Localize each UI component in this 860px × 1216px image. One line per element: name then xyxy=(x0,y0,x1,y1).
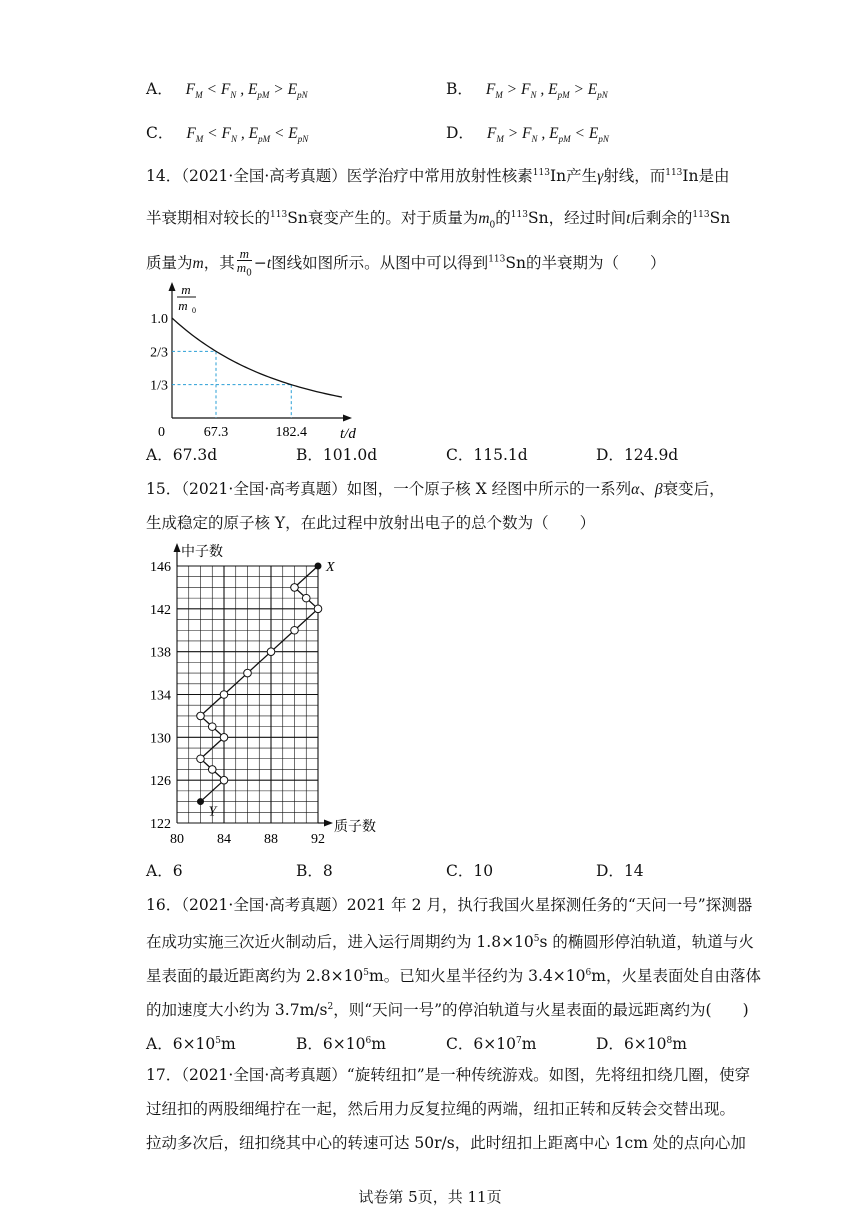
y-tick-label: 130 xyxy=(150,731,171,747)
y-axis-label-den-sub: 0 xyxy=(192,306,196,315)
q16-line-3: 星表面的最近距离约为 $2.8\times 10^5m$。已知火星半径约为 $3.4\times 10^6m$，火星表面处自由落体 xyxy=(146,967,761,986)
nucleus-point xyxy=(220,691,228,699)
label-y: Y xyxy=(208,804,217,820)
nucleus-point xyxy=(314,605,322,613)
q14-option-b[interactable]: B．101.0d xyxy=(296,446,378,464)
q16-option-a[interactable]: A．$6\times 10^5m$ xyxy=(146,1035,236,1054)
x-axis-label: t/d xyxy=(340,426,356,442)
y-tick-label: 138 xyxy=(150,645,171,661)
nucleus-point xyxy=(244,669,252,677)
y-axis-label-den: m xyxy=(178,298,188,313)
x-tick-label: 92 xyxy=(311,832,325,847)
x-tick-label: 88 xyxy=(264,832,278,847)
y-tick-label: 2/3 xyxy=(150,345,168,361)
q15-line-2: 生成稳定的原子核 Y，在此过程中放射出电子的总个数为（ ） xyxy=(146,514,596,532)
nucleus-point xyxy=(208,766,216,774)
q14-option-d[interactable]: D．124.9d xyxy=(596,446,679,464)
q13-option-c-text: $F_M < F_N$ , $E_{pM} < E_{pN}$ xyxy=(186,125,309,145)
q15-option-d[interactable]: D．14 xyxy=(596,862,644,880)
q16-option-b[interactable]: B．$6\times 10^6m$ xyxy=(296,1035,386,1054)
decay-chart xyxy=(140,280,356,442)
q14-option-a[interactable]: A．67.3d xyxy=(146,446,218,464)
y-tick-label: 1/3 xyxy=(150,378,168,394)
page-footer: 试卷第 5页，共 11页 xyxy=(358,1188,502,1206)
x-axis-arrow xyxy=(324,820,333,827)
y-tick-label: 142 xyxy=(150,602,171,618)
decay-curve xyxy=(172,318,342,397)
nucleus-point xyxy=(302,594,310,602)
q13-option-d-text: $F_M > F_N$ , $E_{pM} < E_{pN}$ xyxy=(486,125,609,145)
y-tick-label: 134 xyxy=(150,688,171,704)
endpoint-dot xyxy=(315,563,321,569)
x-tick-label: 84 xyxy=(217,832,231,847)
y-tick-label: 146 xyxy=(150,560,171,575)
q13-option-b-text: $F_M > F_N$ , $E_{pM} > E_{pN}$ xyxy=(485,81,608,101)
x-tick-label: 182.4 xyxy=(275,425,308,440)
q16-option-d[interactable]: D．$6\times 10^8m$ xyxy=(596,1035,687,1054)
q17-line-2: 过纽扣的两股细绳拧在一起，然后用力反复拉绳的两端，纽扣正转和反转会交替出现。 xyxy=(146,1100,736,1118)
q14-line-3: 质量为m，其 $\frac{m}{m_0}$ −t图线如图所示。从图中可以得到$^{113}$Sn的半衰期为（ ） xyxy=(146,246,666,279)
q15-option-c[interactable]: C．10 xyxy=(446,862,494,880)
origin-label: 0 xyxy=(158,425,165,440)
q16-line-4: 的加速度大小约为 $3.7m/s^2$，则“天问一号”的停泊轨道与火星表面的最远距离约为( ) xyxy=(146,1001,749,1020)
y-tick-label: 122 xyxy=(150,817,171,832)
q14-fraction: $\frac{m}{m_0}$ xyxy=(236,246,252,279)
q14-line-2: 半衰期相对较长的$^{113}$Sn衰变产生的。对于质量为$m_0$的$^{113}$Sn，经过时间t后剩余的$^{113}$Sn xyxy=(146,209,731,231)
x-axis-label: 质子数 xyxy=(334,820,376,835)
nucleus-point xyxy=(267,648,275,656)
q14-line-1: 14．（2021·全国·高考真题）医学治疗中常用放射性核素$^{113}$In产生γ射线，而$^{113}$In是由 xyxy=(146,167,730,186)
nucleus-point xyxy=(197,755,205,763)
nucleus-point xyxy=(197,712,205,720)
q15-option-a[interactable]: A．6 xyxy=(146,862,183,880)
q17-line-1: 17．（2021·全国·高考真题）“旋转纽扣”是一种传统游戏。如图，先将纽扣绕几圈，使穿 xyxy=(146,1066,751,1084)
nucleus-point xyxy=(208,723,216,731)
endpoint-dot xyxy=(198,799,204,805)
q13-option-c[interactable]: C． $F_M < F_N$ , $E_{pM} < E_{pN}$ xyxy=(146,124,309,145)
q13-option-a[interactable]: A． $F_M < F_N$ , $E_{pM} > E_{pN}$ xyxy=(146,80,308,101)
nucleus-point xyxy=(220,734,228,742)
x-tick-label: 67.3 xyxy=(203,425,229,440)
q14-option-c[interactable]: C．115.1d xyxy=(446,446,528,464)
y-axis-label: 中子数 xyxy=(181,545,223,560)
q16-option-c[interactable]: C．$6\times 10^7m$ xyxy=(446,1035,537,1054)
nucleus-point xyxy=(291,584,299,592)
q15-option-b[interactable]: B．8 xyxy=(296,862,333,880)
nucleus-point xyxy=(220,776,228,784)
x-axis-arrow xyxy=(343,415,352,422)
y-axis-arrow xyxy=(169,282,176,291)
q13-option-a-text: $F_M < F_N$ , $E_{pM} > E_{pN}$ xyxy=(185,81,308,101)
q13-option-b[interactable]: B． $F_M > F_N$ , $E_{pM} > E_{pN}$ xyxy=(446,80,608,101)
y-tick-label: 1.0 xyxy=(150,312,168,327)
nucleus-point xyxy=(291,626,299,634)
q16-line-1: 16．（2021·全国·高考真题）2021 年 2 月，执行我国火星探测任务的“天问一号”探测器 xyxy=(146,896,753,914)
label-x: X xyxy=(326,560,335,575)
y-tick-label: 126 xyxy=(150,774,171,790)
q15-line-1: 15．（2021·全国·高考真题）如图，一个原子核 X 经图中所示的一系列α、β衰变后， xyxy=(146,480,725,498)
q17-line-3: 拉动多次后，纽扣绕其中心的转速可达 50r/s，此时纽扣上距离中心 1cm 处的点向心加 xyxy=(146,1134,746,1152)
q13-option-d[interactable]: D． $F_M > F_N$ , $E_{pM} < E_{pN}$ xyxy=(446,124,609,145)
x-tick-label: 80 xyxy=(170,832,184,847)
y-axis-arrow xyxy=(174,543,181,552)
y-axis-label-num: m xyxy=(181,282,191,297)
q16-line-2: 在成功实施三次近火制动后，进入运行周期约为 $1.8\times 10^5s$ 的椭圆形停泊轨道，轨道与火 xyxy=(146,933,754,952)
nuclide-chart xyxy=(140,538,390,850)
